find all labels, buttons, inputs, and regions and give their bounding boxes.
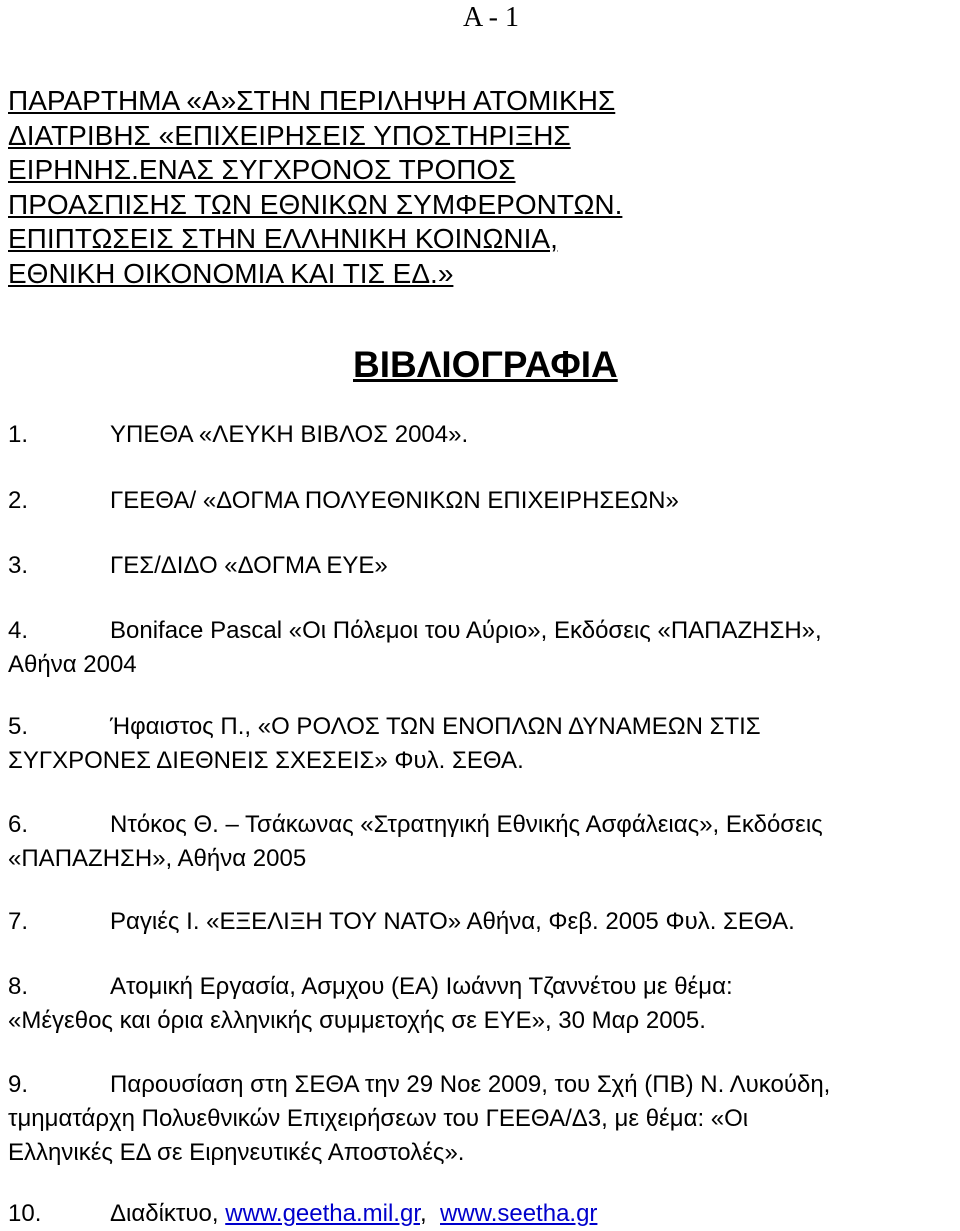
reference-item [8, 970, 953, 1038]
reference-text: Παρουσίαση στη ΣΕΘΑ την 29 Νοε 2009, του Σχή (ΠΒ) Ν. Λυκούδη, [110, 1071, 831, 1098]
reference-item [8, 1197, 953, 1231]
reference-number: 8. [8, 973, 29, 1000]
reference-item [8, 808, 953, 876]
reference-item [8, 614, 953, 682]
reference-text: «Μέγεθος και όρια ελληνικής συμμετοχής σε ΕΥΕ», 30 Μαρ 2005. [8, 1007, 706, 1034]
reference-text: ΣΥΓΧΡΟΝΕΣ ΔΙΕΘΝΕΙΣ ΣΧΕΣΕΙΣ» Φυλ. ΣΕΘΑ. [8, 747, 524, 774]
reference-number: 3. [8, 552, 29, 579]
reference-text: Ραγιές Ι. «ΕΞΕΛΙΞΗ ΤΟΥ ΝΑΤΟ» Αθήνα, Φεβ. 2005 Φυλ. ΣΕΘΑ. [110, 908, 795, 935]
reference-number: 6. [8, 811, 29, 838]
reference-item [8, 549, 953, 583]
reference-number: 10. [8, 1200, 42, 1227]
document-title [8, 84, 948, 291]
reference-text: «ΠΑΠΑΖΗΣΗ», Αθήνα 2005 [8, 845, 307, 872]
page-label: A - 1 [463, 2, 519, 33]
bibliography-heading: ΒΙΒΛΙΟΓΡΑΦΙΑ [353, 344, 618, 385]
reference-text: Ελληνικές ΕΔ σε Ειρηνευτικές Αποστολές». [8, 1139, 465, 1166]
reference-number: 4. [8, 617, 29, 644]
link-separator: , [420, 1200, 427, 1227]
reference-number: 7. [8, 908, 29, 935]
reference-number: 9. [8, 1071, 29, 1098]
reference-text: Διαδίκτυο, [110, 1200, 219, 1227]
reference-item [8, 484, 953, 518]
reference-number: 1. [8, 421, 29, 448]
reference-text: Ατομική Εργασία, Ασμχου (ΕΑ) Ιωάννη Τζαννέτου με θέμα: [110, 973, 733, 1000]
title-line: ΕΙΡΗΝΗΣ.ΕΝΑΣ ΣΥΓΧΡΟΝΟΣ ΤΡΟΠΟΣ [8, 154, 516, 185]
title-line: ΕΘΝΙΚΗ ΟΙΚΟΝΟΜΙΑ ΚΑΙ ΤΙΣ ΕΔ.» [8, 257, 454, 289]
reference-number: 5. [8, 713, 29, 740]
reference-item [8, 1068, 953, 1170]
reference-item [8, 710, 953, 778]
title-line: ΕΠΙΠΤΩΣΕΙΣ ΣΤΗΝ ΕΛΛΗΝΙΚΗ ΚΟΙΝΩΝΙΑ, [8, 223, 558, 254]
reference-number: 2. [8, 487, 29, 514]
geetha-link[interactable]: www.geetha.mil.gr [225, 1200, 420, 1227]
title-line: ΠΡΟΑΣΠΙΣΗΣ ΤΩΝ ΕΘΝΙΚΩΝ ΣΥΜΦΕΡΟΝΤΩΝ. [8, 188, 623, 220]
reference-text: ΥΠΕΘΑ «ΛΕΥΚΗ ΒΙΒΛΟΣ 2004». [110, 421, 469, 448]
reference-text: Ντόκος Θ. – Τσάκωνας «Στρατηγική Εθνικής Ασφάλειας», Εκδόσεις [110, 811, 823, 838]
reference-text: ΓΕΕΘΑ/ «ΔΟΓΜΑ ΠΟΛΥΕΘΝΙΚΩΝ ΕΠΙΧΕΙΡΗΣΕΩΝ» [110, 487, 679, 514]
title-line: ΠΑΡΑΡΤΗΜΑ «Α»ΣΤΗΝ ΠΕΡΙΛΗΨΗ ΑΤΟΜΙΚΗΣ [8, 85, 616, 116]
reference-text: Αθήνα 2004 [8, 651, 137, 678]
reference-text: Boniface Pascal «Οι Πόλεμοι του Αύριο», Εκδόσεις «ΠΑΠΑΖΗΣΗ», [110, 617, 822, 644]
reference-item [8, 905, 953, 939]
reference-text: τμηματάρχη Πολυεθνικών Επιχειρήσεων του ΓΕΕΘΑ/Δ3, με θέμα: «Οι [8, 1105, 749, 1132]
seetha-link[interactable]: www.seetha.gr [440, 1200, 598, 1227]
title-line: ΔΙΑΤΡΙΒΗΣ «ΕΠΙΧΕΙΡΗΣΕΙΣ ΥΠΟΣΤΗΡΙΞΗΣ [8, 119, 571, 151]
reference-text: Ήφαιστος Π., «Ο ΡΟΛΟΣ ΤΩΝ ΕΝΟΠΛΩΝ ΔΥΝΑΜΕΩΝ ΣΤΙΣ [110, 713, 761, 740]
reference-text: ΓΕΣ/ΔΙΔΟ «ΔΟΓΜΑ ΕΥΕ» [110, 552, 388, 579]
reference-item [8, 418, 953, 452]
